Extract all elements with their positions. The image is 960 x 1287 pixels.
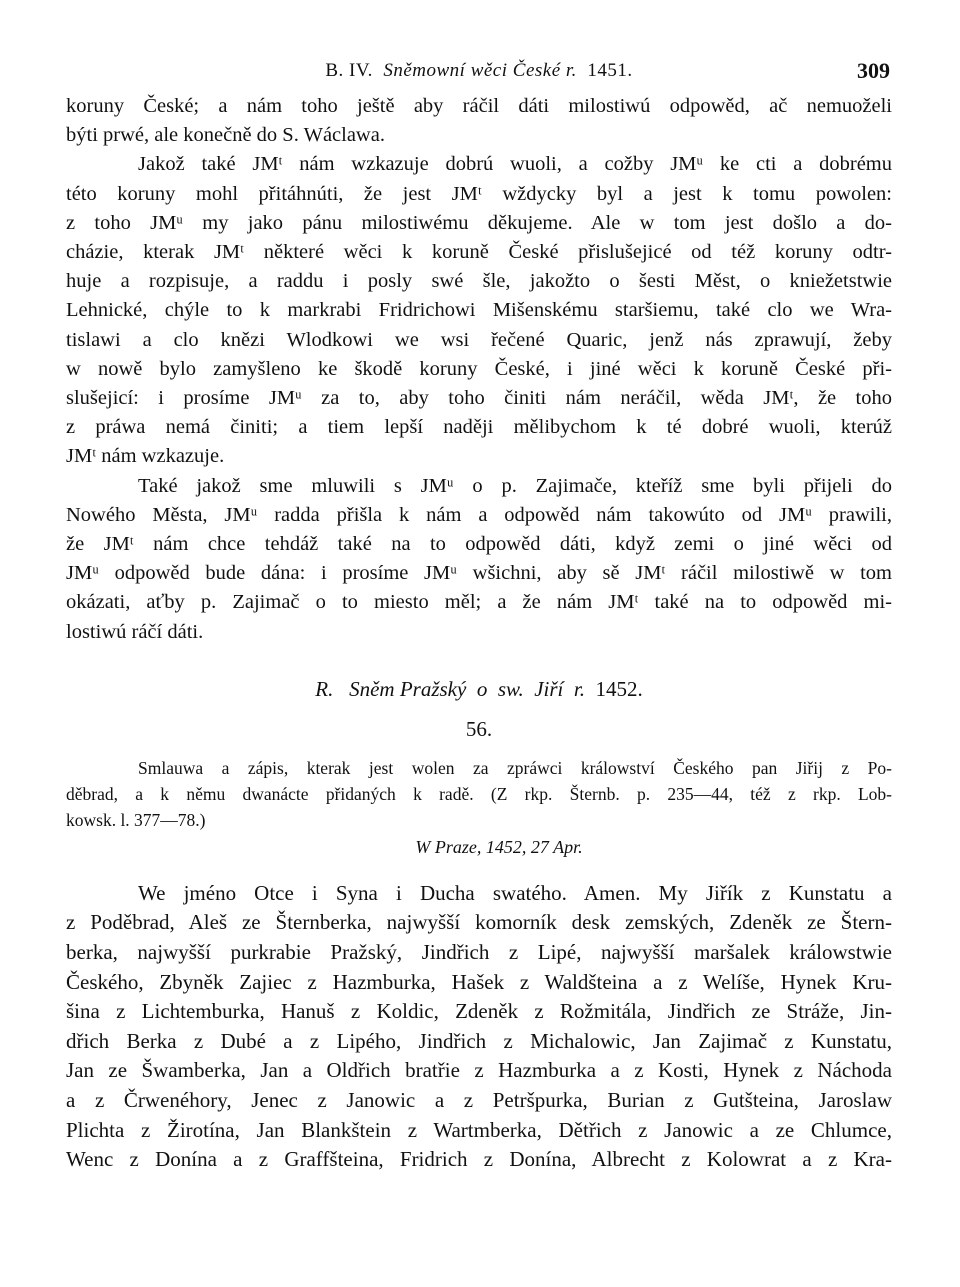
body-line: Plichta z Žirotína, Jan Blankštein z Wartmberka, Dětřich z Janowic a ze Chlumce, [66, 1117, 892, 1142]
paragraph1-line: koruny České; a nám toho ještě aby ráčil dáti milostiwú odpowěd, ač nemuoželi [66, 95, 892, 117]
paragraph2-line: cházie, kterak JMᵗ některé wěci k koruně České přislušejicé od též koruny odtr- [66, 241, 892, 264]
running-title [66, 60, 892, 82]
body-line: berka, najwyšší purkrabie Pražský, Jindřich z Lipé, najwyšší maršalek králowstwie [66, 940, 892, 965]
paragraph2-line: slušejicí: i prosíme JMᵘ za to, aby toho činiti nám neráčil, wěda JMᵗ, že toho [66, 387, 892, 410]
section-letter: R. [315, 676, 334, 701]
section-title-italic: Sněm Pražský [349, 676, 467, 701]
section-heading [66, 677, 892, 711]
section-r: r. [573, 676, 585, 701]
document-body [66, 879, 892, 1175]
running-prefix: B. IV. [325, 60, 373, 81]
section-year: 1452. [595, 676, 643, 701]
summary-line: Smlauwa a zápis, kterak jest wolen za zpráwci králowství Českého pan Jiřij z Po- [138, 757, 892, 778]
paragraph-take [66, 472, 892, 647]
paragraph2-line: z práwa nemá činiti; a tiem lepší naději mělibychom k té dobré wuoli, kterúž [66, 416, 892, 439]
page [66, 56, 892, 1175]
paragraph3-line: Nowého Města, JMᵘ radda přišla k nám a odpowěd nám takowúto od JMᵘ prawili, [66, 503, 892, 526]
paragraph3-line: Také jakož sme mluwili s JMᵘ o p. Zajimače, kteříž sme byli přijeli do [138, 474, 892, 497]
summary-line: kowsk. l. 377—78.) [66, 809, 206, 830]
summary-line: děbrad, a k němu dwanácte přidaných k radě. (Z rkp. Šternb. p. 235—44, též z rkp. Lob- [66, 783, 892, 804]
paragraph2-line: Lehnické, chýle to k markrabi Fridrichowi Mišenskému staršiemu, také clo we Wra- [66, 299, 892, 322]
page-number: 309 [857, 58, 890, 83]
document-summary [66, 755, 892, 833]
paragraph2-line: této koruny mohl přitáhnúti, že jest JMᵗ wždycky byl a jest k tomu powolen: [66, 182, 892, 205]
section-o: o [476, 676, 488, 701]
running-italic-title: Sněmowní wěci České r. [383, 60, 577, 81]
paragraph2-line: tislawi a clo knězi Wlodkowi we wsi řečené Quaric, jenž nás zprawují, žeby [66, 328, 892, 351]
body-line: šina z Lichtemburka, Hanuš z Koldic, Zdeněk z Rožmitála, Jindřich ze Stráže, Jin- [66, 999, 892, 1024]
paragraph2-line: huje a rozpisuje, a raddu i posly swé šle, jakožto o šesti Měst, o kniežetstwie [66, 270, 892, 293]
paragraph3-line: JMᵘ odpowěd bude dána: i prosíme JMᵘ wšichni, aby sě JMᵗ ráčil milostiwě w tom [66, 562, 892, 585]
body-line: Wenc z Donína a z Graffšteina, Fridrich z Donína, Albrecht z Kolowrat a z Kra- [66, 1147, 892, 1172]
body-line: dřich Berka z Dubé a z Lipého, Jindřich z Michalowic, Jan Zajimač z Kunstatu, [66, 1028, 892, 1053]
paragraph2-line: Jakož také JMᵗ nám wzkazuje dobrú wuoli, a cožby JMᵘ ke cti a dobrému [138, 153, 892, 176]
dateline: W Praze, 1452, 27 Apr. [415, 836, 583, 857]
document-number: 56. [465, 716, 493, 741]
body-line: We jméno Otce i Syna i Ducha swatého. Amen. My Jiřík z Kunstatu a [138, 880, 892, 905]
section-jiri: Jiří [534, 676, 564, 701]
paragraph-jakoz [66, 150, 892, 471]
paragraph3-line: že JMᵗ nám chce tehdáž také na to odpowěd dáti, když zemi o jiné wěci od [66, 533, 892, 556]
paragraph3-line: okázati, aťby p. Zajimač o to miesto měl; a že nám JMᵗ také na to odpowěd mi- [66, 591, 892, 614]
body-line: a z Črwenéhory, Jenec z Janowic a z Petršpurka, Burian z Gutšteina, Jaroslaw [66, 1088, 892, 1113]
running-year: 1451. [587, 60, 633, 81]
paragraph2-line: w nowě bylo zamyšleno ke škodě koruny České, i jiné wěci k koruně České při- [66, 357, 892, 380]
section-sw: sw. [497, 676, 524, 701]
body-line: Českého, Zbyněk Zajiec z Hazmburka, Hašek z Waldšteina a z Welíše, Hynek Kru- [66, 969, 892, 994]
paragraph1-line: býti prwé, ale konečně do S. Wáclawa. [66, 124, 385, 147]
paragraph-continuation [66, 92, 892, 150]
paragraph2-line: z toho JMᵘ my jako pánu milostiwému děkujeme. Ale w tom jest došlo a do- [66, 211, 892, 234]
paragraph2-line: JMᵗ nám wzkazuje. [66, 445, 225, 468]
body-line: z Poděbrad, Aleš ze Šternberka, najwyšší komorník desk zemských, Zdeněk ze Štern- [66, 910, 892, 935]
paragraph3-line: lostiwú ráčí dáti. [66, 620, 204, 643]
running-header [66, 56, 892, 92]
body-line: Jan ze Šwamberka, Jan a Oldřich bratřie z Hazmburka a z Kosti, Hynek z Náchoda [66, 1058, 892, 1083]
